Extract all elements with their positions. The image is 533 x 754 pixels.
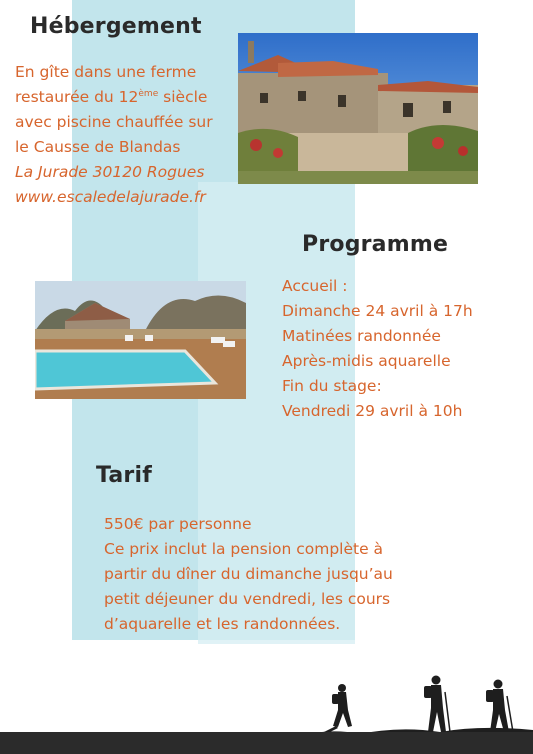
section-title-hebergement: Hébergement	[30, 14, 202, 39]
hebergement-line-3: avec piscine chauffée sur	[15, 113, 213, 131]
programme-line: Après-midis aquarelle	[282, 352, 451, 370]
hebergement-address: La Jurade 30120 Rogues	[15, 163, 205, 181]
section-title-tarif: Tarif	[96, 463, 152, 488]
tarif-line: partir du dîner du dimanche jusqu’au	[104, 565, 393, 583]
tarif-line: petit déjeuner du vendredi, les cours	[104, 590, 391, 608]
programme-text	[282, 274, 522, 424]
section-title-programme: Programme	[302, 232, 449, 257]
tarif-line: Ce prix inclut la pension complète à	[104, 540, 384, 558]
tarif-text	[104, 512, 434, 637]
hebergement-text	[15, 60, 245, 210]
ground-strip	[0, 732, 533, 754]
programme-line: Vendredi 29 avril à 10h	[282, 402, 463, 420]
pool-photo	[35, 281, 246, 399]
hebergement-line-4: le Causse de Blandas	[15, 138, 181, 156]
programme-line: Accueil :	[282, 277, 348, 295]
hebergement-website-link[interactable]: www.escaledelajurade.fr	[15, 188, 206, 206]
tarif-line: d’aquarelle et les randonnées.	[104, 615, 341, 633]
programme-line: Dimanche 24 avril à 17h	[282, 302, 473, 320]
hebergement-line-1: En gîte dans une ferme	[15, 63, 197, 81]
programme-line: Matinées randonnée	[282, 327, 441, 345]
tarif-line: 550€ par personne	[104, 515, 252, 533]
programme-line: Fin du stage:	[282, 377, 382, 395]
farmhouse-photo	[238, 33, 478, 184]
hebergement-line-2: restaurée du 12ème siècle	[15, 88, 208, 106]
hikers-silhouette-icon	[300, 670, 533, 740]
